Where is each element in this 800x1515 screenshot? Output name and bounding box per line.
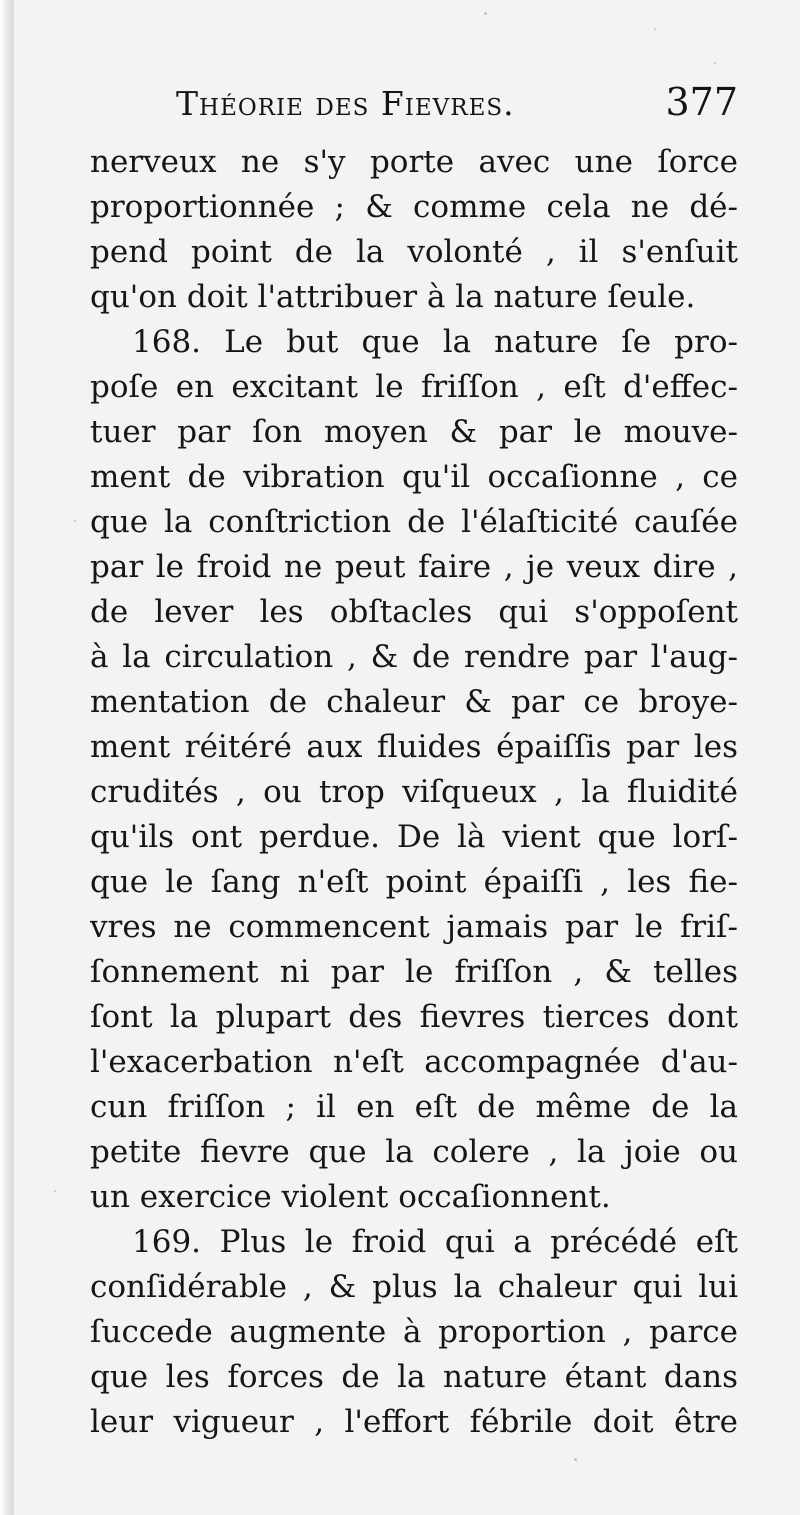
text-line: que la conſtriction de l'élaſticité cauſée (90, 504, 738, 540)
text-line: cun friſſon ; il en eſt de même de la (90, 1089, 738, 1125)
body-text (90, 140, 738, 1445)
text-line: poſe en excitant le friſſon , eſt d'effec- (90, 369, 738, 405)
paper-speck (74, 520, 76, 522)
page-header (90, 78, 740, 128)
text-line: que le ſang n'eſt point épaiſſi , les fie- (90, 864, 738, 900)
text-line: pend point de la volonté , il s'enſuit (90, 234, 738, 270)
text-line: ment réitéré aux fluides épaiſſis par les (90, 729, 738, 765)
text-line: de lever les obſtacles qui s'oppoſent (90, 594, 738, 630)
text-line: ment de vibration qu'il occaſionne , ce (90, 459, 738, 495)
page-edge (0, 0, 14, 1515)
text-line: leur vigueur , l'effort fébrile doit être (90, 1404, 738, 1440)
paragraph-168-start: 168. Le but que la nature ſe pro- (132, 324, 738, 360)
text-line: ſonnement ni par le friſſon , & telles (90, 954, 738, 990)
text-line: un exercice violent occaſionnent. (90, 1179, 611, 1215)
text-line: mentation de chaleur & par ce broye- (90, 684, 738, 720)
text-line: par le froid ne peut faire , je veux dire , (90, 549, 738, 585)
text-line: petite fievre que la colere , la joie ou (90, 1134, 738, 1170)
text-line: qu'on doit l'attribuer à la nature ſeule. (90, 279, 696, 315)
text-line: à la circulation , & de rendre par l'aug- (90, 639, 738, 675)
paper-speck (484, 12, 487, 15)
paper-speck (574, 1458, 577, 1461)
text-line: vres ne commencent jamais par le friſ- (90, 909, 738, 945)
text-line: crudités , ou trop viſqueux , la fluidité (90, 774, 738, 810)
text-line: qu'ils ont perdue. De là vient que lorſ- (90, 819, 738, 855)
paper-speck (54, 1190, 56, 1192)
paper-speck (714, 62, 716, 64)
text-line: tuer par ſon moyen & par le mouve- (90, 414, 738, 450)
text-line: proportionnée ; & comme cela ne dé- (90, 189, 738, 225)
text-line: que les forces de la nature étant dans (90, 1359, 738, 1395)
running-title: Théorie des Fievres. (176, 84, 515, 123)
text-line: conſidérable , & plus la chaleur qui lui (90, 1269, 738, 1305)
text-line: ſuccede augmente à proportion , parce (90, 1314, 738, 1350)
paper-speck (654, 28, 656, 30)
text-line: ſont la plupart des fievres tierces dont (90, 999, 738, 1035)
page-number: 377 (665, 80, 738, 124)
paragraph-169-start: 169. Plus le froid qui a précédé eſt (132, 1224, 738, 1260)
text-line: l'exacerbation n'eſt accompagnée d'au- (90, 1044, 738, 1080)
text-line: nerveux ne s'y porte avec une ſorce (90, 144, 738, 180)
